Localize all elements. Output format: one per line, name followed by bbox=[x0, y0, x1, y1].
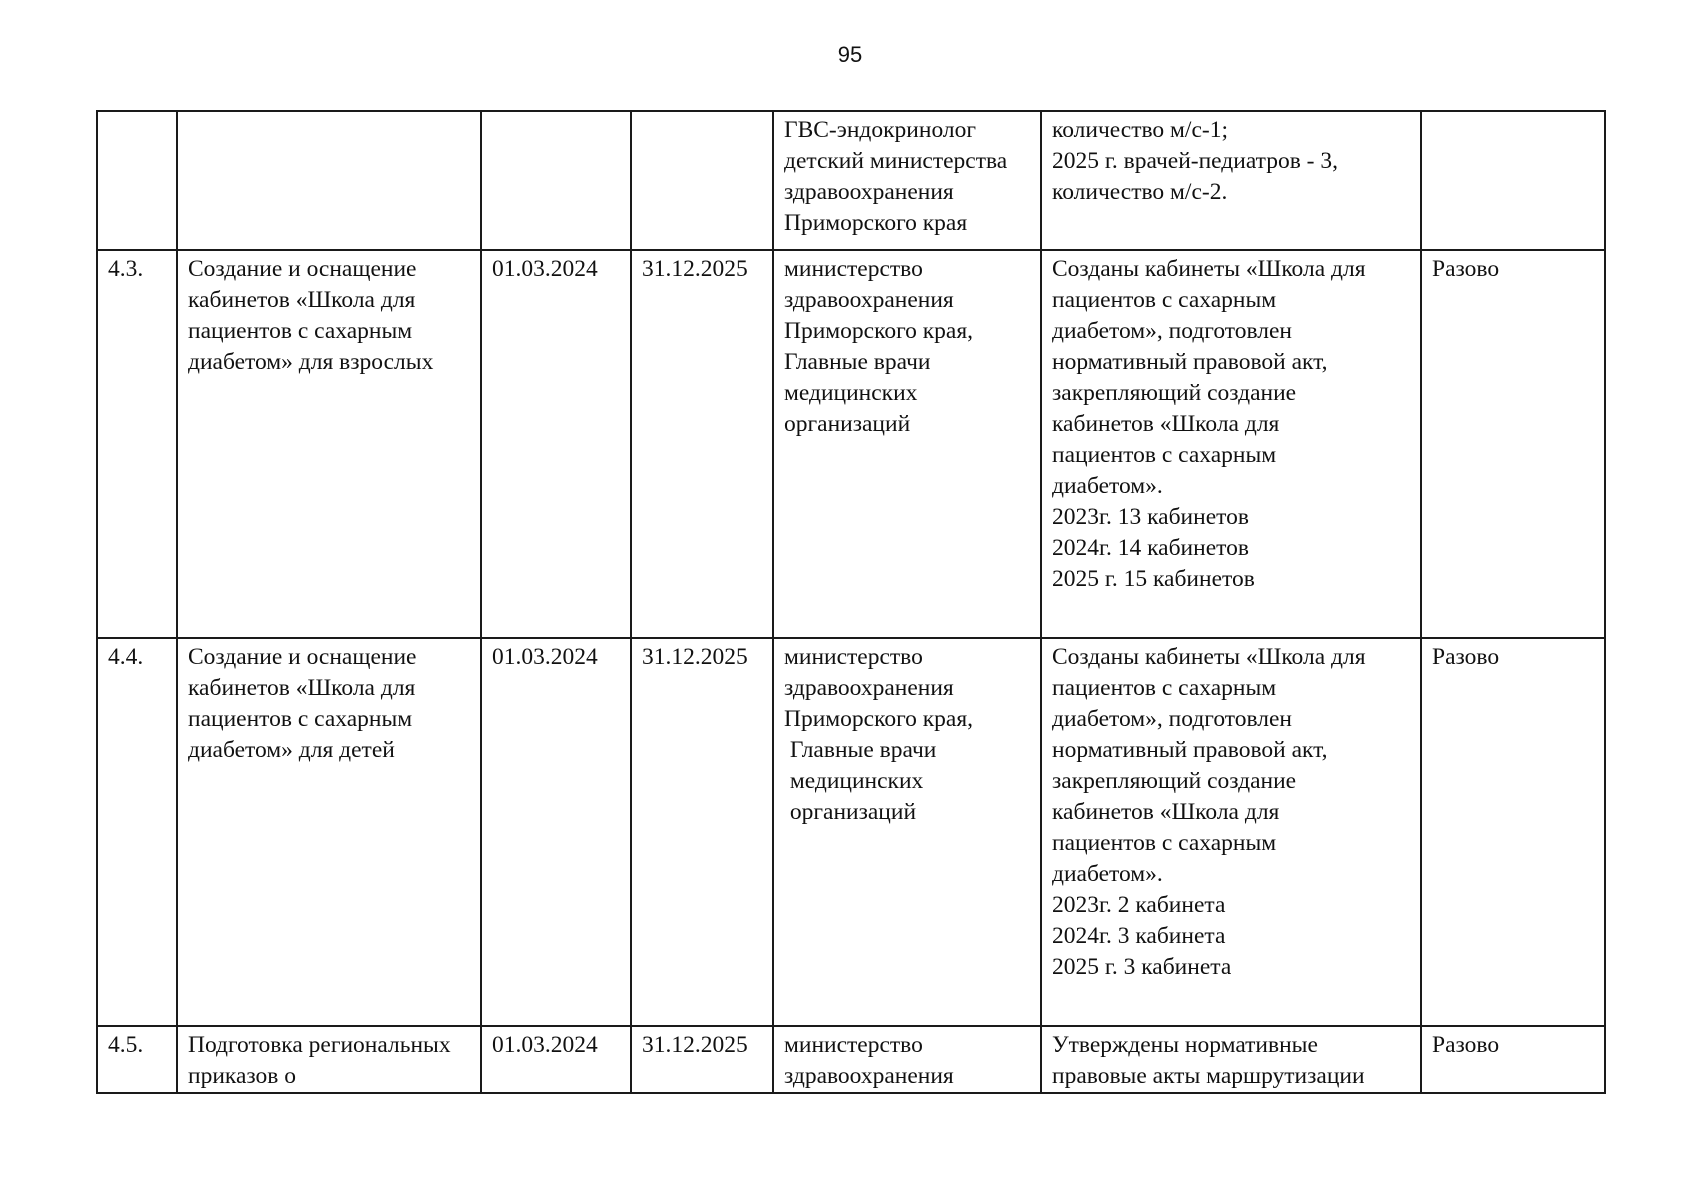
result-line: количество м/с-1; bbox=[1052, 117, 1228, 143]
result-line: пациентов с сахарным bbox=[1052, 442, 1277, 468]
activity-name-line: диабетом» для взрослых bbox=[188, 349, 434, 375]
result-line: нормативный правовой акт, bbox=[1052, 737, 1328, 763]
activity-name-line: Создание и оснащение bbox=[188, 256, 417, 282]
result-line: 2023г. 13 кабинетов bbox=[1052, 504, 1249, 530]
responsible-line: Главные врачи bbox=[784, 737, 937, 763]
responsible-line: ГВС-эндокринолог bbox=[784, 117, 977, 143]
activity-name-line: Подготовка региональных bbox=[188, 1032, 451, 1058]
responsible-line: организаций bbox=[784, 411, 911, 437]
responsible-line: министерство bbox=[784, 1032, 923, 1058]
result-line: нормативный правовой акт, bbox=[1052, 349, 1328, 375]
responsible-line: Приморского края, bbox=[784, 318, 974, 344]
result-line: 2025 г. 3 кабинета bbox=[1052, 954, 1232, 980]
result-line: пациентов с сахарным bbox=[1052, 675, 1277, 701]
table-row bbox=[97, 250, 1605, 638]
row-number-cell: 4.4. bbox=[97, 638, 177, 1026]
frequency-cell: Разово bbox=[1421, 1026, 1605, 1093]
result-line: закрепляющий создание bbox=[1052, 380, 1297, 406]
start-date-cell: 01.03.2024 bbox=[481, 638, 631, 1026]
frequency-cell bbox=[1421, 111, 1605, 250]
result-line: пациентов с сахарным bbox=[1052, 830, 1277, 856]
start-date-cell bbox=[481, 111, 631, 250]
responsible-line: министерство bbox=[784, 256, 923, 282]
result-cell bbox=[1041, 1026, 1421, 1093]
end-date-cell: 31.12.2025 bbox=[631, 1026, 773, 1093]
responsible-cell bbox=[773, 1026, 1041, 1093]
result-line: кабинетов «Школа для bbox=[1052, 411, 1280, 437]
activity-name-cell bbox=[177, 1026, 481, 1093]
activity-name-line: кабинетов «Школа для bbox=[188, 287, 416, 313]
result-cell bbox=[1041, 250, 1421, 638]
responsible-line: здравоохранения bbox=[784, 179, 954, 205]
responsible-line: медицинских bbox=[784, 380, 918, 406]
responsible-line: здравоохранения bbox=[784, 675, 954, 701]
result-line: диабетом». bbox=[1052, 861, 1163, 887]
plan-table bbox=[96, 110, 1606, 1094]
row-number-cell: 4.5. bbox=[97, 1026, 177, 1093]
frequency-cell: Разово bbox=[1421, 250, 1605, 638]
activity-name-line: пациентов с сахарным bbox=[188, 706, 413, 732]
activity-name-line: пациентов с сахарным bbox=[188, 318, 413, 344]
activity-name-cell bbox=[177, 250, 481, 638]
result-line: кабинетов «Школа для bbox=[1052, 799, 1280, 825]
result-line: правовые акты маршрутизации bbox=[1052, 1063, 1365, 1089]
activity-name-line: приказов о bbox=[188, 1063, 297, 1089]
result-cell bbox=[1041, 111, 1421, 250]
result-line: 2023г. 2 кабинета bbox=[1052, 892, 1226, 918]
responsible-line: здравоохранения bbox=[784, 1063, 954, 1089]
responsible-line: Приморского края, bbox=[784, 706, 974, 732]
start-date-cell: 01.03.2024 bbox=[481, 250, 631, 638]
responsible-cell bbox=[773, 250, 1041, 638]
responsible-line: организаций bbox=[784, 799, 917, 825]
responsible-line: здравоохранения bbox=[784, 287, 954, 313]
result-line: диабетом», подготовлен bbox=[1052, 706, 1293, 732]
activity-name-cell bbox=[177, 111, 481, 250]
table-row bbox=[97, 1026, 1605, 1093]
result-line: пациентов с сахарным bbox=[1052, 287, 1277, 313]
result-line: Созданы кабинеты «Школа для bbox=[1052, 644, 1366, 670]
start-date-cell: 01.03.2024 bbox=[481, 1026, 631, 1093]
row-number-cell: 4.3. bbox=[97, 250, 177, 638]
result-line: 2025 г. 15 кабинетов bbox=[1052, 566, 1255, 592]
result-line: диабетом», подготовлен bbox=[1052, 318, 1293, 344]
result-line: диабетом». bbox=[1052, 473, 1163, 499]
activity-name-cell bbox=[177, 638, 481, 1026]
responsible-cell bbox=[773, 111, 1041, 250]
table-row bbox=[97, 111, 1605, 250]
responsible-line: Приморского края bbox=[784, 210, 968, 236]
result-line: 2024г. 3 кабинета bbox=[1052, 923, 1226, 949]
activity-name-line: Создание и оснащение bbox=[188, 644, 417, 670]
result-line: 2024г. 14 кабинетов bbox=[1052, 535, 1249, 561]
responsible-line: Главные врачи bbox=[784, 349, 931, 375]
page-number: 95 bbox=[837, 42, 863, 67]
result-cell bbox=[1041, 638, 1421, 1026]
table-row bbox=[97, 638, 1605, 1026]
result-line: Созданы кабинеты «Школа для bbox=[1052, 256, 1366, 282]
end-date-cell: 31.12.2025 bbox=[631, 250, 773, 638]
result-line: 2025 г. врачей-педиатров - 3, bbox=[1052, 148, 1339, 174]
end-date-cell bbox=[631, 111, 773, 250]
responsible-line: медицинских bbox=[784, 768, 924, 794]
responsible-line: детский министерства bbox=[784, 148, 1008, 174]
activity-name-line: кабинетов «Школа для bbox=[188, 675, 416, 701]
result-line: закрепляющий создание bbox=[1052, 768, 1297, 794]
result-line: Утверждены нормативные bbox=[1052, 1032, 1318, 1058]
frequency-cell: Разово bbox=[1421, 638, 1605, 1026]
end-date-cell: 31.12.2025 bbox=[631, 638, 773, 1026]
result-line: количество м/с-2. bbox=[1052, 179, 1228, 205]
responsible-cell bbox=[773, 638, 1041, 1026]
activity-name-line: диабетом» для детей bbox=[188, 737, 395, 763]
responsible-line: министерство bbox=[784, 644, 923, 670]
row-number-cell bbox=[97, 111, 177, 250]
